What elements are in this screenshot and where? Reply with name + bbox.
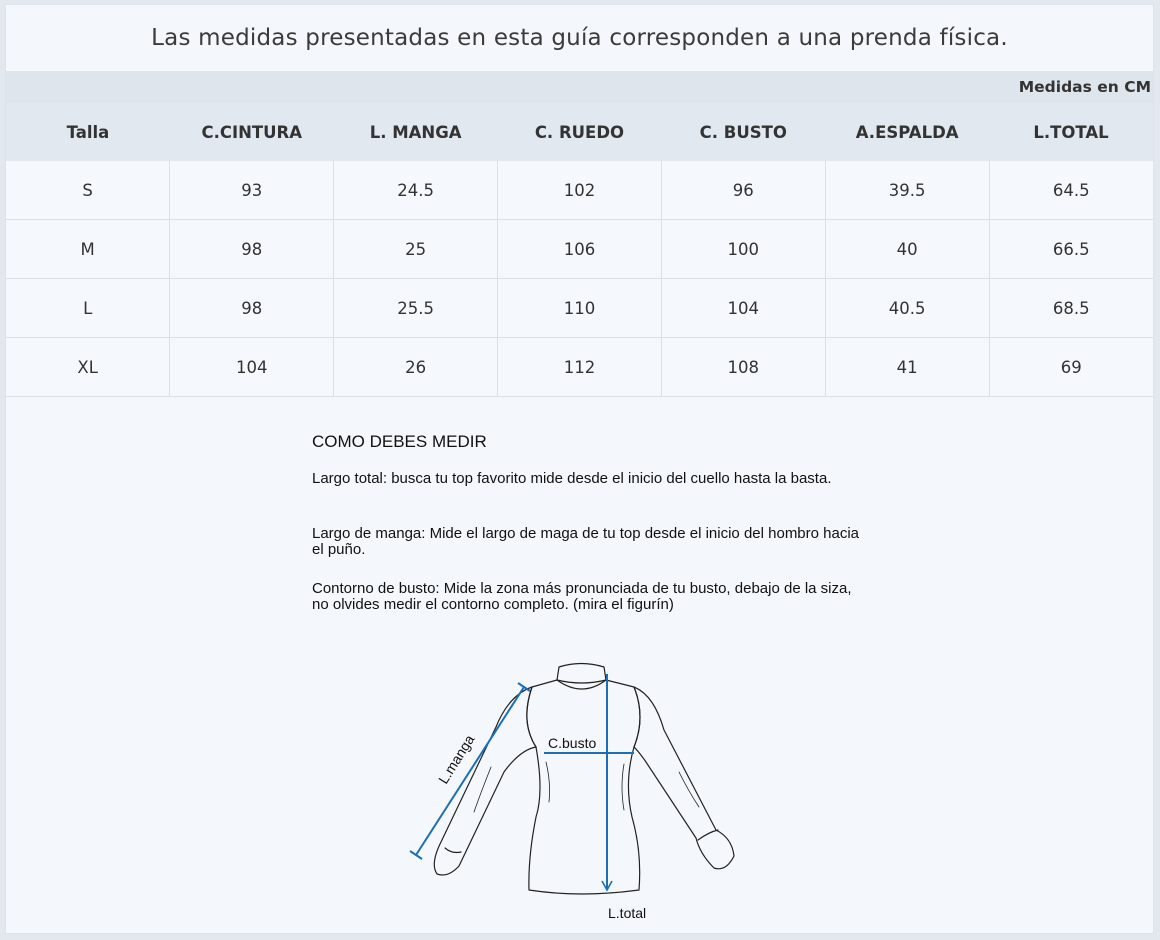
table-cell: 25.5 [334,279,498,338]
table-cell: M [6,220,170,279]
total-label: L.total [608,905,647,921]
guide-paragraph-busto: Contorno de busto: Mide la zona más pronunciada de tu busto, debajo de la siza, no olvides medir el contorno completo. (mira el figurín) [312,580,852,613]
table-cell: 40.5 [825,279,989,338]
table-cell: 25 [334,220,498,279]
table-cell: 98 [170,279,334,338]
column-header-busto: C. BUSTO [661,103,825,161]
manga-label: L.manga [434,731,478,787]
guide-paragraph-total: Largo total: busca tu top favorito mide desde el inicio del cuello hasta la basta. [312,470,832,487]
table-cell: 66.5 [989,220,1153,279]
guide-paragraph-manga: Largo de manga: Mide el largo de maga de tu top desde el inicio del hombro hacia el puño. [312,525,860,558]
table-row [6,279,1153,338]
column-header-manga: L. MANGA [334,103,498,161]
garment-outline [434,664,734,895]
table-cell: 102 [498,161,662,220]
guide-title: COMO DEBES MEDIR [312,432,487,451]
table-cell: 24.5 [334,161,498,220]
column-header-espalda: A.ESPALDA [825,103,989,161]
table-cell: 108 [661,338,825,397]
table-cell: 64.5 [989,161,1153,220]
garment-figure-illustration [396,652,766,932]
table-cell: 40 [825,220,989,279]
table-cell: S [6,161,170,220]
table-row [6,161,1153,220]
table-cell: 26 [334,338,498,397]
column-header-talla: Talla [6,103,170,161]
table-cell: 100 [661,220,825,279]
units-label: Medidas en CM [6,71,1153,103]
table-cell: 39.5 [825,161,989,220]
table-cell: 41 [825,338,989,397]
table-cell: 98 [170,220,334,279]
table-cell: 96 [661,161,825,220]
table-cell: 93 [170,161,334,220]
table-cell: 104 [661,279,825,338]
table-cell: 68.5 [989,279,1153,338]
table-cell: XL [6,338,170,397]
size-table [6,103,1153,397]
table-cell: 112 [498,338,662,397]
table-cell: 104 [170,338,334,397]
table-header-row [6,103,1153,161]
column-header-total: L.TOTAL [989,103,1153,161]
size-guide-panel [5,4,1154,934]
table-cell: 110 [498,279,662,338]
table-cell: 106 [498,220,662,279]
table-row [6,220,1153,279]
column-header-ruedo: C. RUEDO [498,103,662,161]
table-cell: 69 [989,338,1153,397]
busto-label: C.busto [548,735,597,751]
table-cell: L [6,279,170,338]
column-header-cintura: C.CINTURA [170,103,334,161]
notice-text: Las medidas presentadas en esta guía corresponden a una prenda física. [151,25,1008,51]
manga-measure-line [416,687,524,855]
measuring-guide [6,387,1154,934]
